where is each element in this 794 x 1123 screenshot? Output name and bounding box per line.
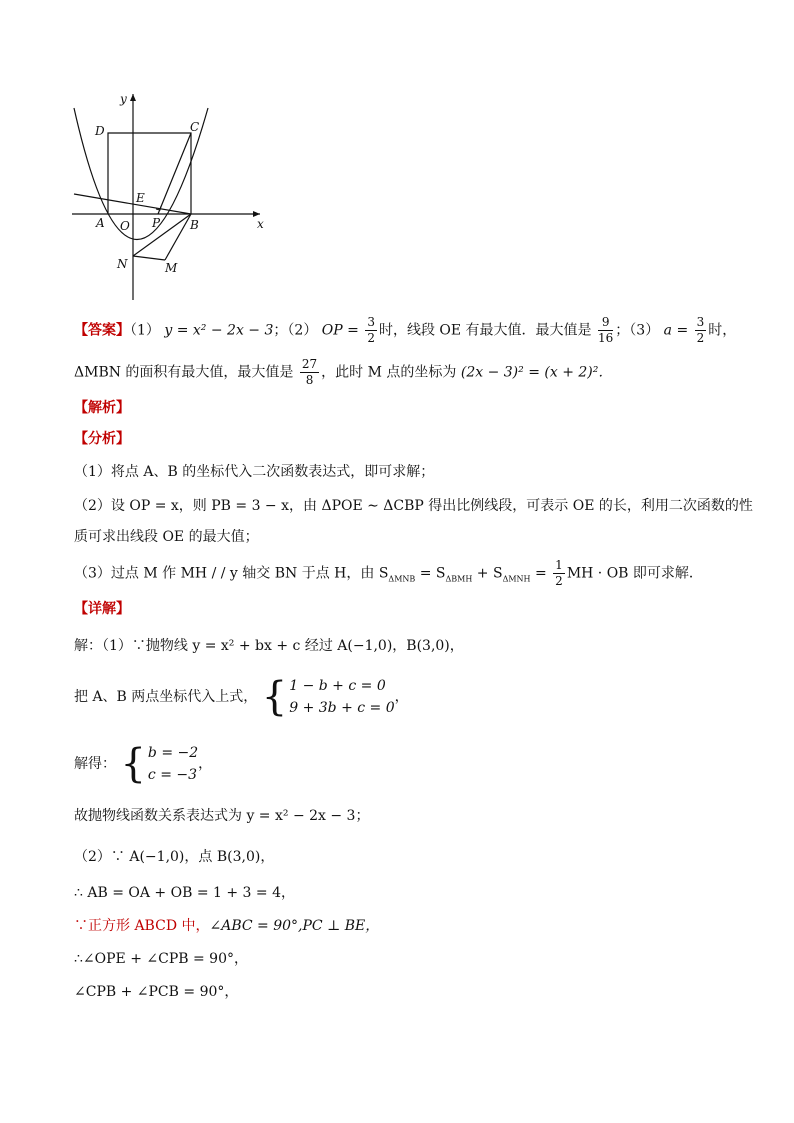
fenxi-line-4 bbox=[74, 558, 703, 589]
equation-system-2: b = −2 c = −3 bbox=[147, 745, 199, 783]
answer-line2-text-b: ，此时 M 点的坐标为 bbox=[321, 364, 457, 381]
segment-nm bbox=[133, 256, 165, 260]
answer-equation-1: y = x² − 2x − 3 bbox=[164, 322, 274, 339]
fenxi-line4-d: = bbox=[530, 565, 547, 582]
label-b: B bbox=[190, 218, 199, 232]
y-axis-arrow bbox=[130, 94, 136, 101]
xiangjie-tag: 【详解】 bbox=[74, 601, 130, 617]
detail-line2-end: ， bbox=[394, 689, 409, 705]
label-x: x bbox=[257, 217, 264, 231]
label-n: N bbox=[117, 257, 128, 271]
fenxi-line-2: （2）设 OP = x，则 PB = 3 − x，由 ΔPOE ∼ ΔCBP 得出比例线段，可表示 OE 的长，利用二次函数的性 bbox=[74, 498, 753, 514]
detail-line7-math: ∠ABC = 90°,PC ⊥ BE， bbox=[209, 918, 380, 934]
detail-line-4: 故抛物线函数关系表达式为 y = x² − 2x − 3； bbox=[74, 808, 370, 824]
fenxi-sub-3: ΔMNH bbox=[502, 574, 531, 584]
answer-text-2: 时， bbox=[708, 322, 737, 339]
detail-line-5: （2）∵ A(−1,0)，点 B(3,0)， bbox=[74, 849, 275, 865]
answer-sep-2: ；（3） bbox=[615, 322, 660, 339]
system-brace-1: { bbox=[261, 674, 288, 720]
detail-line-6: ∴ AB = OA + OB = 1 + 3 = 4， bbox=[74, 885, 295, 901]
segment-mb bbox=[165, 214, 191, 260]
answer-area-fraction: $\frac{27}{8}$ bbox=[301, 357, 318, 387]
fenxi-line4-c: + S bbox=[472, 565, 503, 582]
label-e: E bbox=[136, 191, 145, 205]
detail-line3-text: 解得： bbox=[74, 756, 116, 772]
fenxi-sub-2: ΔBMH bbox=[445, 574, 473, 584]
detail-line-8: ∴∠OPE + ∠CPB = 90°， bbox=[74, 951, 248, 967]
answer-line-2 bbox=[74, 357, 612, 388]
label-y: y bbox=[120, 92, 127, 106]
fenxi-line4-a: （3）过点 M 作 MH / / y 轴交 BN 于点 H，由 S bbox=[74, 565, 389, 582]
detail-line7-red: ∵正方形 ABCD 中， bbox=[74, 918, 210, 934]
detail-line-7 bbox=[74, 916, 379, 936]
fenxi-half-fraction: $\frac{1}{2}$ bbox=[555, 558, 563, 588]
answer-sep-1: ；（2） bbox=[273, 322, 318, 339]
detail-line2-text: 把 A、B 两点坐标代入上式， bbox=[74, 689, 258, 705]
parabola-figure bbox=[60, 88, 270, 303]
answer-line2-text: ΔMBN 的面积有最大值，最大值是 bbox=[74, 364, 294, 381]
analysis-tag: 【解析】 bbox=[74, 400, 130, 416]
answer-tag: 【答案】 bbox=[74, 322, 130, 339]
fenxi-sub-1: ΔMNB bbox=[388, 574, 416, 584]
answer-op-fraction: $\frac{3}{2}$ bbox=[367, 315, 375, 345]
label-d: D bbox=[95, 124, 105, 138]
detail-line-9: ∠CPB + ∠PCB = 90°， bbox=[74, 984, 239, 1000]
label-a: A bbox=[96, 216, 105, 230]
equation-system-1: 1 − b + c = 0 9 + 3b + c = 0 bbox=[289, 678, 395, 716]
answer-a-fraction: $\frac{3}{2}$ bbox=[696, 315, 705, 345]
detail-line3-end: ， bbox=[198, 756, 213, 772]
answer-a: a = bbox=[663, 322, 689, 339]
label-m: M bbox=[165, 261, 178, 275]
detail-line-2 bbox=[74, 675, 409, 719]
detail-line-3 bbox=[74, 742, 212, 786]
label-p: P bbox=[152, 216, 161, 230]
segment-nb bbox=[133, 214, 191, 256]
fenxi-line4-b: = S bbox=[415, 565, 446, 582]
system-brace-2: { bbox=[120, 741, 146, 787]
label-o: O bbox=[120, 219, 130, 233]
answer-op: OP = bbox=[321, 322, 359, 339]
answer-line-1 bbox=[74, 315, 736, 346]
fenxi-line4-e: MH · OB 即可求解． bbox=[566, 565, 703, 582]
answer-max-fraction: $\frac{9}{16}$ bbox=[598, 315, 614, 345]
label-c: C bbox=[190, 120, 200, 134]
fenxi-line-3: 质可求出线段 OE 的最大值； bbox=[74, 529, 259, 545]
answer-text-1: 时，线段 OE 有最大值．最大值是 bbox=[378, 322, 592, 339]
answer-coordinate: (2x − 3)² = (x + 2)²． bbox=[460, 364, 613, 381]
fenxi-tag: 【分析】 bbox=[74, 431, 130, 447]
answer-part-1: （1） bbox=[130, 322, 160, 339]
detail-line-1: 解：（1）∵抛物线 y = x² + bx + c 经过 A(−1,0)，B(3,0)， bbox=[74, 638, 464, 654]
fenxi-line-1: （1）将点 A、B 的坐标代入二次函数表达式，即可求解； bbox=[74, 464, 435, 480]
